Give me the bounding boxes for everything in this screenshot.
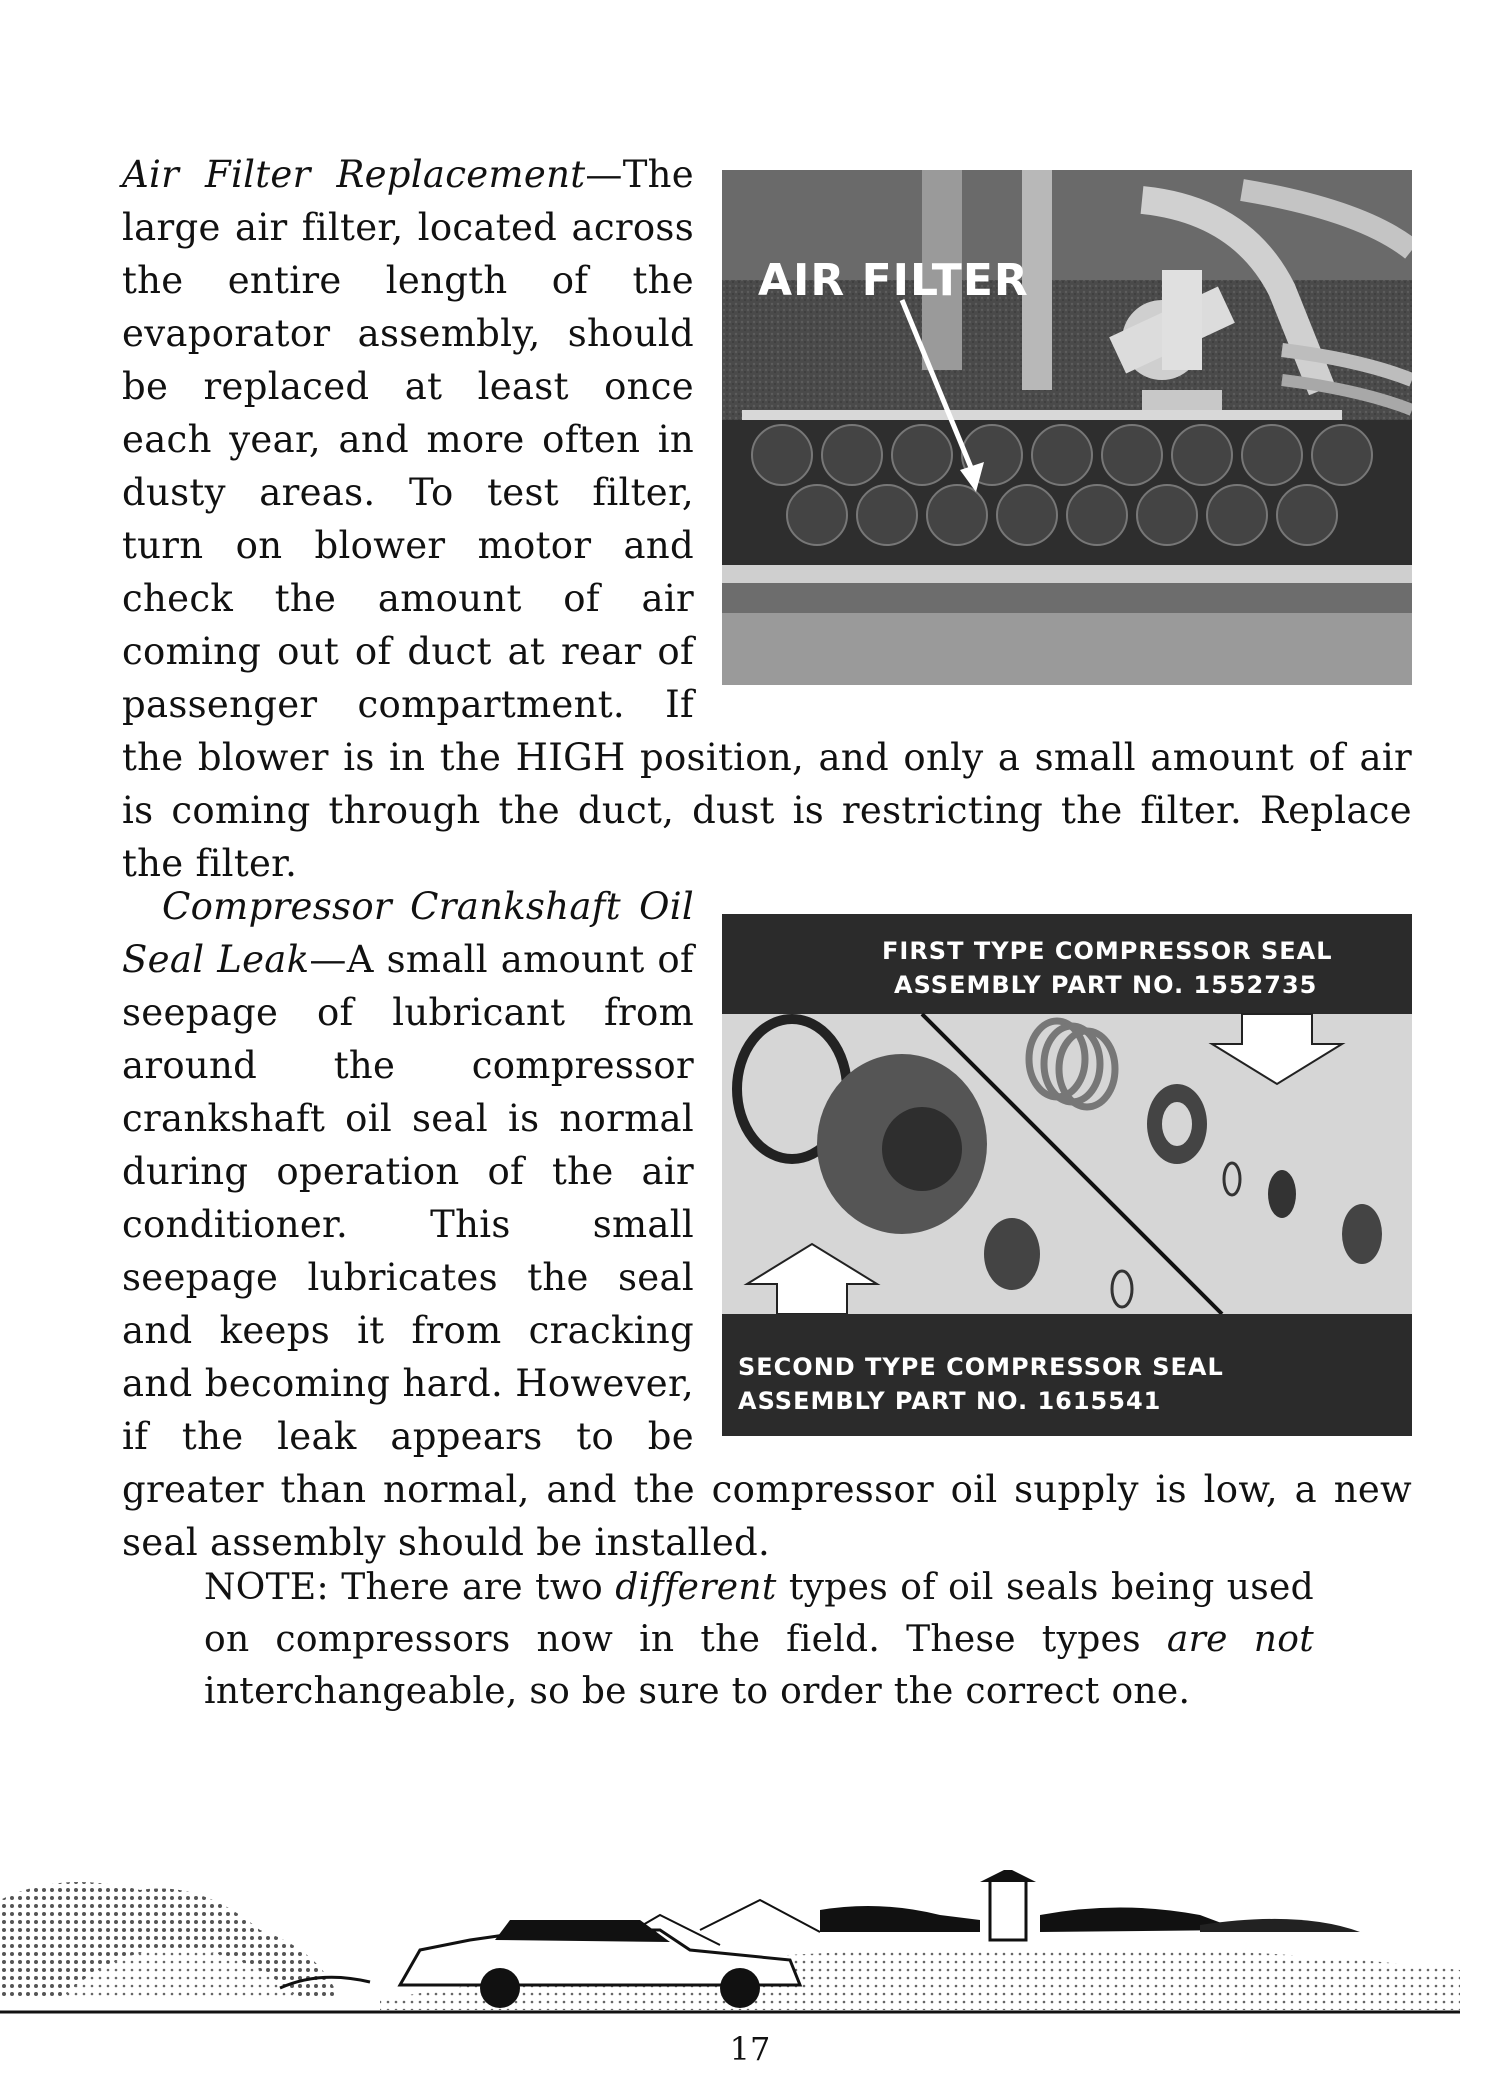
air-filter-photo xyxy=(722,170,1412,685)
first-seal-label xyxy=(882,934,1333,1002)
second-seal-label-line1: SECOND TYPE COMPRESSOR SEAL xyxy=(738,1353,1224,1381)
note-suffix: interchangeable, so be sure to order the correct one. xyxy=(204,1671,1191,1712)
air-filter-body: —The large air filter, located across the entire length of the evaporator assembly, should be replaced at least once each year, and more often in dusty areas. To test filter, turn on blower motor and check the amount of air coming out of duct at rear of passenger compartment. If the blower is in the HIGH position, and only a small amount of air is coming through the duct, dust is restricting the filter. Replace the filter. xyxy=(122,153,1412,885)
first-seal-label-line1: FIRST TYPE COMPRESSOR SEAL xyxy=(882,937,1333,965)
oil-seal-heading: Compressor Crankshaft Oil Seal Leak xyxy=(122,885,694,981)
oil-seal-paragraph xyxy=(122,880,1412,1569)
second-seal-label xyxy=(738,1350,1224,1418)
note-emphasis-different: different xyxy=(615,1567,777,1608)
second-seal-label-line2: ASSEMBLY PART NO. 1615541 xyxy=(738,1387,1162,1415)
car-landscape-illustration xyxy=(0,1870,1500,2020)
page-number: 17 xyxy=(729,2030,771,2068)
note-prefix: NOTE: There are two xyxy=(204,1567,616,1608)
oil-seal-body: —A small amount of seepage of lubricant from around the compressor crankshaft oil seal is normal during operation of the air conditioner. This small seepage lubricates the seal and keeps it from cracking and becoming hard. However, if the leak appears to be greater than normal, and the compressor oil supply is low, a new seal assembly should be installed. xyxy=(122,938,1412,1564)
note-paragraph xyxy=(204,1562,1314,1718)
air-filter-paragraph xyxy=(122,148,1412,890)
note-emphasis-are-not: are not xyxy=(1166,1619,1314,1660)
air-filter-heading: Air Filter Replacement xyxy=(122,153,586,196)
note-middle: types of oil seals being used on compressors now in the field. These types xyxy=(204,1567,1315,1660)
oil-seal-photo xyxy=(722,914,1412,1436)
air-filter-illustration xyxy=(722,170,1412,685)
first-seal-label-line2: ASSEMBLY PART NO. 1552735 xyxy=(894,971,1318,999)
air-filter-label: AIR FILTER xyxy=(758,255,1029,306)
